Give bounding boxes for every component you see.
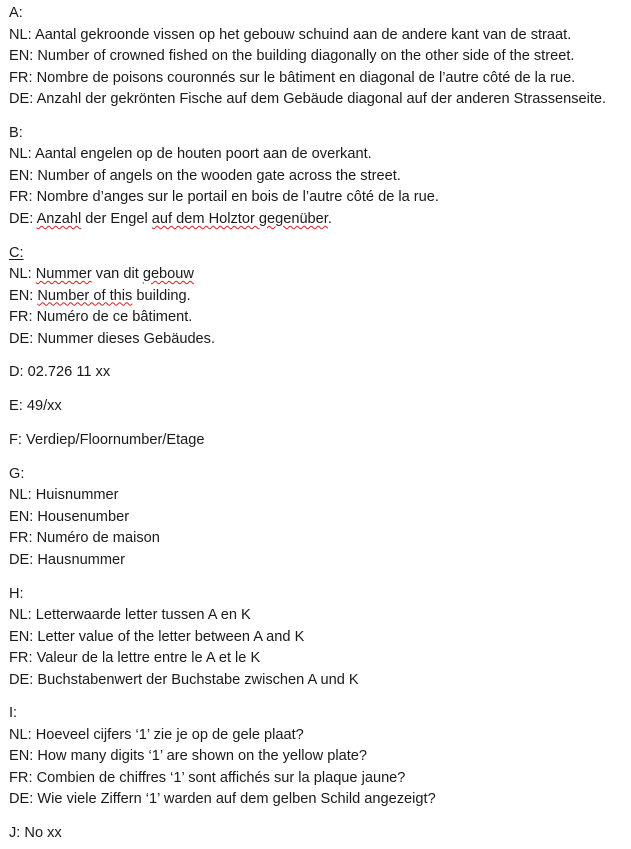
section-b-en: EN: Number of angels on the wooden gate across the street. <box>9 167 401 184</box>
section-a <box>9 3 631 111</box>
section-h <box>9 584 631 692</box>
section-g-heading: G: <box>9 465 25 482</box>
section-b-de-prefix: DE: <box>9 210 37 227</box>
spellcheck-marked-word[interactable]: gebouw <box>142 266 194 283</box>
section-i <box>9 703 631 811</box>
section-b <box>9 123 631 231</box>
section-i-heading: I: <box>9 705 18 722</box>
section-j <box>9 823 631 845</box>
section-c-nl <box>9 264 631 286</box>
section-g-nl: NL: Huisnummer <box>9 487 119 504</box>
section-f-text: F: Verdiep/Floornumber/Etage <box>9 431 205 448</box>
section-a-de: DE: Anzahl der gekrönten Fische auf dem Gebäude diagonal auf der anderen Strassenseite. <box>9 91 607 107</box>
section-g-en: EN: Housenumber <box>9 508 130 525</box>
section-i-en: EN: How many digits ‘1’ are shown on the yellow plate? <box>9 748 367 765</box>
spellcheck-marked-word[interactable]: Nummer <box>35 266 92 283</box>
section-f <box>9 430 631 452</box>
section-h-heading: H: <box>9 585 24 602</box>
section-j-text: J: No xx <box>9 825 62 842</box>
section-d <box>9 362 631 384</box>
section-c-nl-middle: van dit <box>91 266 143 283</box>
section-c-heading-text: C: <box>9 244 24 261</box>
section-a-heading: A: <box>9 5 23 21</box>
section-c-fr: FR: Numéro de ce bâtiment. <box>9 309 193 326</box>
section-g <box>9 464 631 572</box>
section-c <box>9 243 631 351</box>
section-c-en-prefix: EN: <box>9 287 38 304</box>
section-h-de: DE: Buchstabenwert der Buchstabe zwischen A und K <box>9 671 359 688</box>
section-g-fr: FR: Numéro de maison <box>9 530 160 547</box>
spellcheck-marked-word[interactable]: Anzahl <box>36 210 82 227</box>
section-a-fr: FR: Nombre de poisons couronnés sur le bâtiment en diagonal de l’autre côté de la rue. <box>9 69 576 86</box>
section-e-text: E: 49/xx <box>9 398 62 415</box>
section-c-heading <box>9 243 631 265</box>
section-b-nl: NL: Aantal engelen op de houten poort aan de overkant. <box>9 146 372 163</box>
section-c-nl-prefix: NL: <box>9 266 36 283</box>
section-b-de-suffix: . <box>327 210 332 227</box>
section-e <box>9 396 631 418</box>
section-c-en-suffix: building. <box>132 287 191 304</box>
section-b-heading: B: <box>9 124 23 141</box>
section-i-nl: NL: Hoeveel cijfers ‘1’ zie je op de gele plaat? <box>9 726 304 743</box>
section-b-fr: FR: Nombre d’anges sur le portail en bois de l’autre côté de la rue. <box>9 189 439 206</box>
section-i-fr: FR: Combien de chiffres ‘1’ sont affichés sur la plaque jaune? <box>9 769 406 786</box>
document-page <box>9 3 631 849</box>
section-a-en: EN: Number of crowned fished on the building diagonally on the other side of the street. <box>9 48 575 64</box>
spellcheck-marked-phrase[interactable]: auf dem Holztor gegenüber <box>151 210 328 227</box>
section-i-de: DE: Wie viele Ziffern ‘1’ warden auf dem gelben Schild angezeigt? <box>9 791 436 808</box>
section-c-en <box>9 286 631 308</box>
section-b-de-middle: der Engel <box>81 210 152 227</box>
section-a-nl: NL: Aantal gekroonde vissen op het gebouw schuind aan de andere kant van de straat. <box>9 26 572 43</box>
section-c-de: DE: Nummer dieses Gebäudes. <box>9 330 216 347</box>
section-b-de <box>9 209 631 231</box>
section-h-en: EN: Letter value of the letter between A and K <box>9 628 305 645</box>
spellcheck-marked-phrase[interactable]: Number of this <box>37 287 133 304</box>
section-g-de: DE: Hausnummer <box>9 551 125 568</box>
section-h-fr: FR: Valeur de la lettre entre le A et le K <box>9 650 261 667</box>
section-h-nl: NL: Letterwaarde letter tussen A en K <box>9 607 251 624</box>
section-d-text: D: 02.726 11 xx <box>9 364 111 381</box>
